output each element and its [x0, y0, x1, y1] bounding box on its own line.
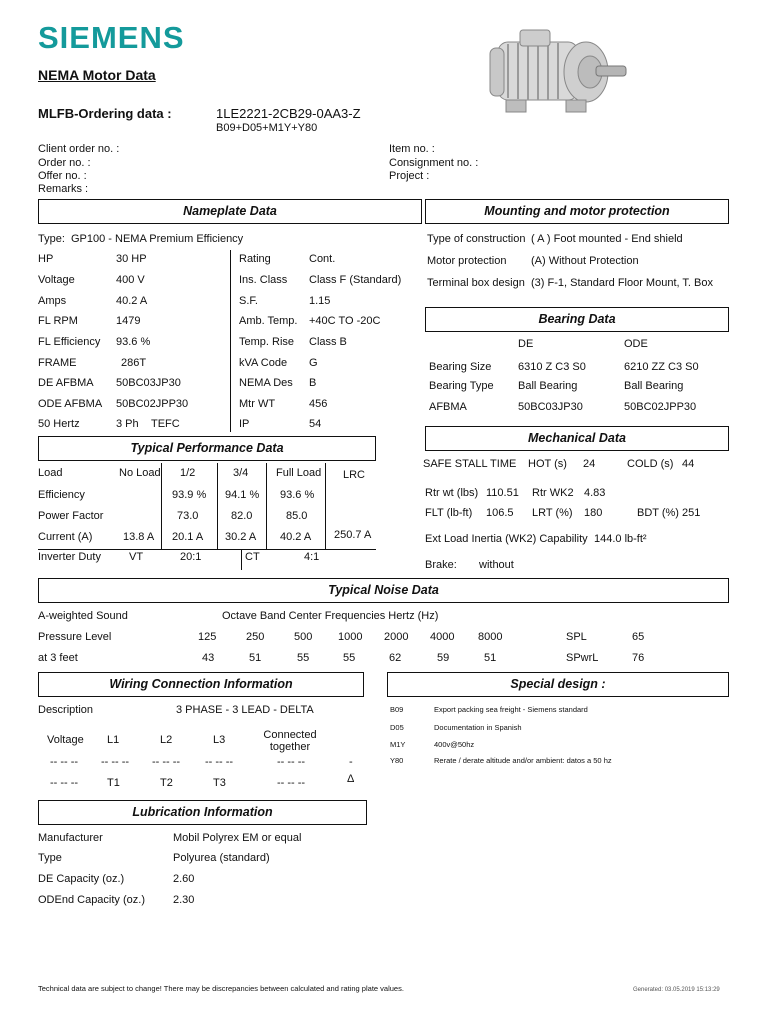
- inverter-vt: VT: [129, 551, 144, 563]
- special-header: Special design :: [387, 672, 729, 697]
- footer-note: Technical data are subject to change! There may be discrepancies between calculated and rating plate values.: [38, 984, 404, 993]
- wiring-cell: -- -- --: [205, 756, 234, 768]
- wiring-cell: -- -- --: [101, 756, 130, 768]
- np-label: NEMA Des: [239, 377, 293, 389]
- wiring-col-header: L3: [213, 734, 226, 746]
- lube-label: DE Capacity (oz.): [38, 873, 125, 885]
- lube-label: Manufacturer: [38, 832, 103, 844]
- hot-value: 24: [583, 458, 596, 470]
- mount-value: ( A ) Foot mounted - End shield: [531, 233, 683, 245]
- np-label: Rating: [239, 253, 271, 265]
- feet-label: at 3 feet: [38, 652, 78, 664]
- perf-cell: 40.2 A: [280, 531, 312, 543]
- hot-label: HOT (s): [528, 458, 567, 470]
- perf-cell: 94.1 %: [225, 489, 260, 501]
- inverter-ct: CT: [245, 551, 260, 563]
- wiring-cell: -- -- --: [152, 756, 181, 768]
- nameplate-header: Nameplate Data: [38, 199, 422, 224]
- np-value: 286T: [121, 357, 147, 369]
- mount-label: Terminal box design: [427, 277, 525, 289]
- np-value: +40C TO -20C: [309, 315, 381, 327]
- level-cell: 55: [343, 652, 356, 664]
- special-code: M1Y: [390, 740, 406, 749]
- rtr-wk2-value: 4.83: [584, 487, 606, 499]
- project-label: Project :: [389, 170, 430, 182]
- spwrl-value: 76: [632, 652, 645, 664]
- special-code: D05: [390, 723, 404, 732]
- lube-value: Mobil Polyrex EM or equal: [173, 832, 302, 844]
- np-label: FL Efficiency: [38, 336, 101, 348]
- np-label: Voltage: [38, 274, 75, 286]
- special-text: Rerate / derate altitude and/or ambient: datos a 50 hz: [434, 756, 612, 765]
- lrt-label: LRT (%): [532, 507, 573, 519]
- np-label: kVA Code: [239, 357, 288, 369]
- spl-label: SPL: [566, 631, 587, 643]
- footer-generated: Generated: 03.05.2019 15:13:29: [633, 987, 720, 993]
- np-value: Class B: [309, 336, 347, 348]
- octave-label: Octave Band Center Frequencies Hertz (Hz): [222, 610, 439, 622]
- mount-value: (3) F-1, Standard Floor Mount, T. Box: [531, 277, 713, 289]
- bdt-label: BDT (%): [637, 507, 679, 519]
- perf-row-label: Current (A): [38, 531, 93, 543]
- np-value: 93.6 %: [116, 336, 151, 348]
- pressure-label: Pressure Level: [38, 631, 112, 643]
- client-order-label: Client order no. :: [38, 143, 120, 155]
- wiring-col-header: Voltage: [47, 734, 84, 746]
- level-cell: 55: [297, 652, 310, 664]
- np-value: Cont.: [309, 253, 336, 265]
- perf-row-label: Power Factor: [38, 510, 104, 522]
- np-value: 54: [309, 418, 322, 430]
- mlfb-label: MLFB-Ordering data :: [38, 106, 172, 121]
- np-value: G: [309, 357, 318, 369]
- np-label: Mtr WT: [239, 398, 276, 410]
- page-title: NEMA Motor Data: [38, 67, 156, 83]
- perf-divider: [217, 463, 218, 550]
- np-label: FL RPM: [38, 315, 78, 327]
- mlfb-options: B09+D05+M1Y+Y80: [216, 122, 318, 134]
- rtr-wt-value: 110.51: [486, 487, 519, 499]
- bearing-label: AFBMA: [429, 401, 467, 413]
- bearing-ode: Ball Bearing: [624, 380, 684, 392]
- remarks-label: Remarks :: [38, 183, 89, 195]
- perf-cell: 85.0: [286, 510, 308, 522]
- lube-value: 2.60: [173, 873, 195, 885]
- perf-col-header: Full Load: [276, 467, 322, 479]
- lube-value: Polyurea (standard): [173, 852, 270, 864]
- np-label: Temp. Rise: [239, 336, 295, 348]
- freq-cell: 8000: [478, 631, 503, 643]
- wiring-cell: T2: [160, 777, 173, 789]
- np-label: Amps: [38, 295, 67, 307]
- perf-row-label: Efficiency: [38, 489, 85, 501]
- inverter-divider: [241, 549, 242, 570]
- stall-label: SAFE STALL TIME: [423, 458, 517, 470]
- mount-label: Type of construction: [427, 233, 526, 245]
- wiring-col-header: L2: [160, 734, 173, 746]
- freq-cell: 125: [198, 631, 217, 643]
- offer-label: Offer no. :: [38, 170, 87, 182]
- rtr-wt-label: Rtr wt (lbs): [425, 487, 479, 499]
- phase-value: 3 Ph: [116, 418, 139, 430]
- wiring-col-header: Connected: [263, 729, 317, 741]
- freq-cell: 4000: [430, 631, 455, 643]
- level-cell: 62: [389, 652, 402, 664]
- bdt-value: 251: [682, 507, 701, 519]
- np-value: 50BC03JP30: [116, 377, 181, 389]
- special-text: Export packing sea freight - Siemens standard: [434, 705, 588, 714]
- np-value: B: [309, 377, 317, 389]
- cold-label: COLD (s): [627, 458, 674, 470]
- perf-bottom-rule: [38, 549, 376, 550]
- order-label: Order no. :: [38, 157, 91, 169]
- np-value: 1.15: [309, 295, 331, 307]
- np-label: IP: [239, 418, 250, 430]
- bearing-de: 50BC03JP30: [518, 401, 583, 413]
- perf-cell: 13.8 A: [123, 531, 155, 543]
- bearing-header: Bearing Data: [425, 307, 729, 332]
- inverter-label: Inverter Duty: [38, 551, 101, 563]
- lrt-value: 180: [584, 507, 603, 519]
- bearing-label: Bearing Size: [429, 361, 492, 373]
- perf-cell: 20.1 A: [172, 531, 204, 543]
- np-label: FRAME: [38, 357, 77, 369]
- np-value: 30 HP: [116, 253, 147, 265]
- perf-cell: 93.6 %: [280, 489, 315, 501]
- lubrication-header: Lubrication Information: [38, 800, 367, 825]
- perf-col-header: 1/2: [180, 467, 196, 479]
- wiring-cell: -- -- --: [50, 756, 79, 768]
- perf-col-header: Load: [38, 467, 63, 479]
- level-cell: 51: [484, 652, 497, 664]
- bearing-ode: 50BC02JPP30: [624, 401, 697, 413]
- freq-cell: 1000: [338, 631, 363, 643]
- mechanical-header: Mechanical Data: [425, 426, 729, 451]
- inverter-vt-ratio: 20:1: [180, 551, 202, 563]
- consignment-label: Consignment no. :: [389, 157, 479, 169]
- np-label: Ins. Class: [239, 274, 288, 286]
- np-label: ODE AFBMA: [38, 398, 103, 410]
- wiring-desc-label: Description: [38, 704, 94, 716]
- type-label: Type:: [38, 233, 65, 245]
- wiring-cell: -: [349, 756, 353, 768]
- perf-col-header: LRC: [343, 469, 366, 481]
- freq-cell: 250: [246, 631, 265, 643]
- np-label: Amb. Temp.: [239, 315, 298, 327]
- np-label: HP: [38, 253, 54, 265]
- inverter-ct-ratio: 4:1: [304, 551, 320, 563]
- freq-cell: 500: [294, 631, 313, 643]
- special-code: B09: [390, 705, 404, 714]
- flt-value: 106.5: [486, 507, 514, 519]
- perf-cell: 250.7 A: [334, 529, 372, 541]
- perf-cell: 30.2 A: [225, 531, 257, 543]
- bearing-de-header: DE: [518, 338, 534, 350]
- brake-label: Brake:: [425, 559, 457, 571]
- wiring-desc-value: 3 PHASE - 3 LEAD - DELTA: [176, 704, 314, 716]
- rtr-wk2-label: Rtr WK2: [532, 487, 574, 499]
- delta-symbol: Δ: [347, 773, 355, 785]
- perf-col-header: No Load: [119, 467, 161, 479]
- wiring-cell: -- -- --: [277, 777, 306, 789]
- special-code: Y80: [390, 756, 404, 765]
- aweight-label: A-weighted Sound: [38, 610, 128, 622]
- inertia-value: 144.0 lb-ft²: [594, 533, 647, 545]
- np-value: 400 V: [116, 274, 145, 286]
- np-value: 1479: [116, 315, 141, 327]
- flt-label: FLT (lb-ft): [425, 507, 473, 519]
- wiring-cell: T3: [213, 777, 226, 789]
- bearing-de: Ball Bearing: [518, 380, 578, 392]
- perf-col-header: 3/4: [233, 467, 249, 479]
- perf-cell: 82.0: [231, 510, 253, 522]
- cold-value: 44: [682, 458, 695, 470]
- np-label: DE AFBMA: [38, 377, 94, 389]
- lube-label: Type: [38, 852, 62, 864]
- perf-cell: 93.9 %: [172, 489, 207, 501]
- freq-cell: 2000: [384, 631, 409, 643]
- special-text: 400v@50hz: [434, 740, 475, 749]
- hertz-label: 50 Hertz: [38, 418, 80, 430]
- wiring-col-header: L1: [107, 734, 120, 746]
- lube-label: ODEnd Capacity (oz.): [38, 894, 145, 906]
- special-text: Documentation in Spanish: [434, 723, 522, 732]
- nameplate-divider: [230, 250, 231, 432]
- mounting-header: Mounting and motor protection: [425, 199, 729, 224]
- np-label: S.F.: [239, 295, 258, 307]
- np-value: Class F (Standard): [309, 274, 402, 286]
- level-cell: 43: [202, 652, 215, 664]
- np-value: 40.2 A: [116, 295, 148, 307]
- noise-header: Typical Noise Data: [38, 578, 729, 603]
- mount-value: (A) Without Protection: [531, 255, 639, 267]
- bearing-label: Bearing Type: [429, 380, 494, 392]
- inertia-label: Ext Load Inertia (WK2) Capability: [425, 533, 588, 545]
- np-value: 456: [309, 398, 328, 410]
- perf-cell: 73.0: [177, 510, 199, 522]
- perf-divider: [266, 463, 267, 550]
- wiring-cell: T1: [107, 777, 120, 789]
- type-value: GP100 - NEMA Premium Efficiency: [71, 233, 244, 245]
- bearing-de: 6310 Z C3 S0: [518, 361, 586, 373]
- wiring-col-header: together: [269, 741, 311, 753]
- wiring-cell: -- -- --: [277, 756, 306, 768]
- item-label: Item no. :: [389, 143, 435, 155]
- wiring-cell: -- -- --: [50, 777, 79, 789]
- spwrl-label: SPwrL: [566, 652, 599, 664]
- performance-header: Typical Performance Data: [38, 436, 376, 461]
- siemens-logo: SIEMENS: [38, 20, 185, 55]
- mount-label: Motor protection: [427, 255, 507, 267]
- mlfb-value: 1LE2221-2CB29-0AA3-Z: [216, 106, 361, 121]
- enclosure-value: TEFC: [151, 418, 180, 430]
- perf-divider: [161, 463, 162, 550]
- bearing-ode: 6210 ZZ C3 S0: [624, 361, 699, 373]
- spl-value: 65: [632, 631, 645, 643]
- wiring-header: Wiring Connection Information: [38, 672, 364, 697]
- np-value: 50BC02JPP30: [116, 398, 189, 410]
- motor-image: [478, 24, 638, 124]
- lube-value: 2.30: [173, 894, 195, 906]
- level-cell: 51: [249, 652, 262, 664]
- brake-value: without: [479, 559, 514, 571]
- level-cell: 59: [437, 652, 450, 664]
- perf-divider: [325, 463, 326, 550]
- bearing-ode-header: ODE: [624, 338, 648, 350]
